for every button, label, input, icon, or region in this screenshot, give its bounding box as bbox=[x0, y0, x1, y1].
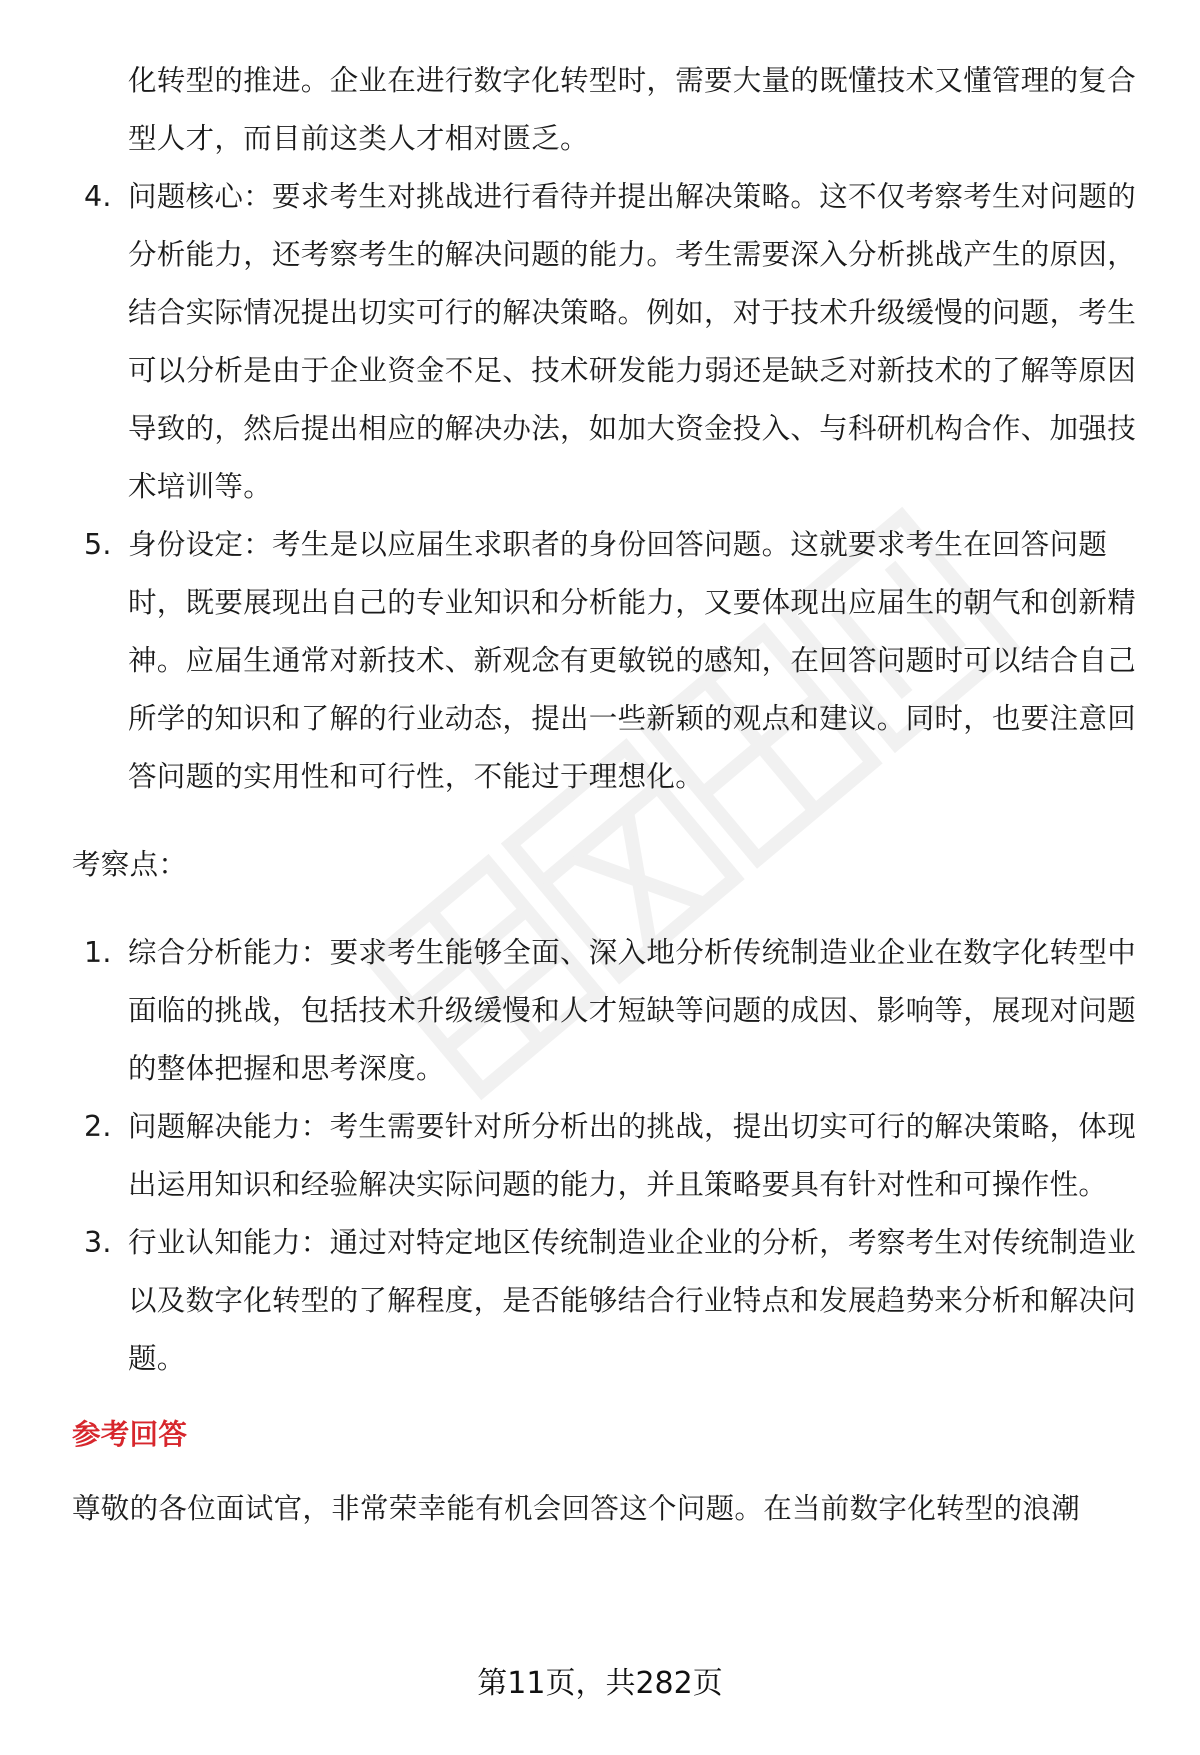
section-label-assessment-points: 考察点： bbox=[72, 848, 188, 881]
reference-answer-heading: 参考回答 bbox=[72, 1418, 188, 1451]
list-challenge-analysis bbox=[72, 168, 1140, 806]
list-item-text: 行业认知能力：通过对特定地区传统制造业企业的分析，考察考生对传统制造业以及数字化转型的了解程度，是否能够结合行业特点和发展趋势来分析和解决问题。 bbox=[128, 1226, 1137, 1375]
list-item-text: 问题解决能力：考生需要针对所分析出的挑战，提出切实可行的解决策略，体现出运用知识和经验解决实际问题的能力，并且策略要具有针对性和可操作性。 bbox=[128, 1110, 1137, 1201]
list-item-number: 3. bbox=[84, 1226, 112, 1259]
list-item-number: 5. bbox=[84, 528, 112, 561]
page-footer: 第11页，共282页 bbox=[477, 1666, 723, 1701]
continuation-paragraph: 化转型的推进。企业在进行数字化转型时，需要大量的既懂技术又懂管理的复合型人才，而目前这类人才相对匮乏。 bbox=[128, 64, 1137, 155]
list-item bbox=[72, 168, 1140, 516]
list-item-number: 4. bbox=[84, 180, 112, 213]
list-item-text: 综合分析能力：要求考生能够全面、深入地分析传统制造业企业在数字化转型中面临的挑战，包括技术升级缓慢和人才短缺等问题的成因、影响等，展现对问题的整体把握和思考深度。 bbox=[128, 936, 1137, 1085]
reference-answer-paragraph: 尊敬的各位面试官，非常荣幸能有机会回答这个问题。在当前数字化转型的浪潮 bbox=[72, 1492, 1081, 1525]
list-item-text: 问题核心：要求考生对挑战进行看待并提出解决策略。这不仅考察考生对问题的分析能力，还考察考生的解决问题的能力。考生需要深入分析挑战产生的原因，结合实际情况提出切实可行的解决策略。例如，对于技术升级缓慢的问题，考生可以分析是由于企业资金不足、技术研发能力弱还是缺乏对新技术的了解等原因导致的，然后提出相应的解决办法，如加大资金投入、与科研机构合作、加强技术培训等。 bbox=[128, 180, 1137, 503]
document-body bbox=[72, 52, 1140, 1538]
list-assessment-points bbox=[72, 924, 1140, 1388]
list-item bbox=[72, 924, 1140, 1098]
list-item bbox=[72, 1098, 1140, 1214]
list-item bbox=[72, 1214, 1140, 1388]
list-item-number: 1. bbox=[84, 936, 112, 969]
list-item-text: 身份设定：考生是以应届生求职者的身份回答问题。这就要求考生在回答问题时，既要展现出自己的专业知识和分析能力，又要体现出应届生的朝气和创新精神。应届生通常对新技术、新观念有更敏锐的感知，在回答问题时可以结合自己所学的知识和了解的行业动态，提出一些新颖的观点和建议。同时，也要注意回答问题的实用性和可行性，不能过于理想化。 bbox=[128, 528, 1137, 793]
list-item-number: 2. bbox=[84, 1110, 112, 1143]
list-item bbox=[72, 516, 1140, 806]
